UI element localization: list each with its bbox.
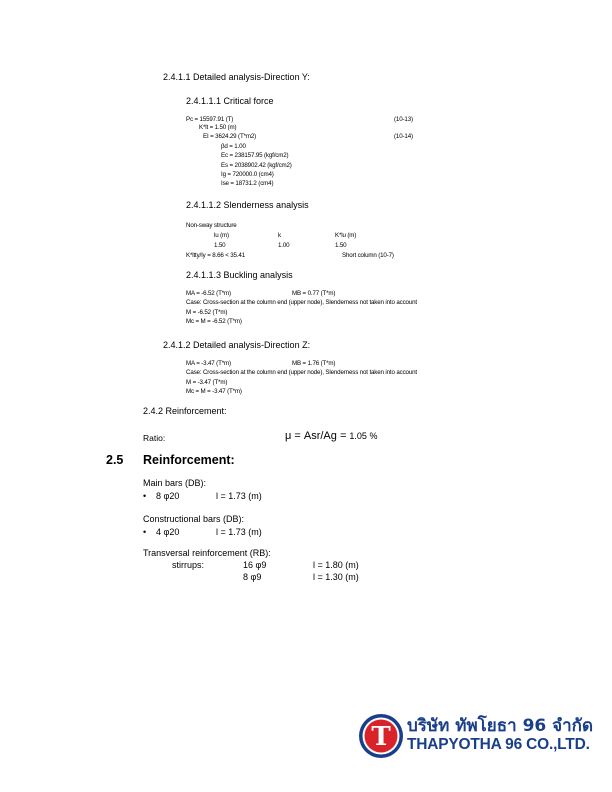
m-y-value: M = -6.52 (T*m) bbox=[186, 309, 228, 316]
stirrups-2-count: 8 φ9 bbox=[243, 572, 262, 582]
header-klu: K*lu (m) bbox=[335, 232, 357, 239]
mb-z-value: MB = 1.76 (T*m) bbox=[292, 360, 336, 367]
constructional-bars-label: Constructional bars (DB): bbox=[143, 514, 245, 524]
pc-value: Pc = 15597.91 (T) bbox=[186, 116, 234, 123]
es-value: Es = 2038902.42 (kgf/cm2) bbox=[221, 162, 292, 169]
logo-letter: T bbox=[371, 722, 391, 752]
value-klu: 1.50 bbox=[335, 242, 347, 249]
short-column-note: Short column (10-7) bbox=[342, 252, 394, 259]
value-k: 1.00 bbox=[278, 242, 290, 249]
ratio-percent: 1.05 % bbox=[349, 431, 378, 441]
heading-critical-force: 2.4.1.1.1 Critical force bbox=[186, 96, 274, 106]
heading-buckling: 2.4.1.1.3 Buckling analysis bbox=[186, 270, 293, 280]
heading-slenderness: 2.4.1.1.2 Slenderness analysis bbox=[186, 200, 309, 210]
company-name-thai: บริษัท ทัพโยธา 96 จำกัด bbox=[407, 716, 594, 736]
heading-2-4-2: 2.4.2 Reinforcement: bbox=[143, 406, 227, 416]
main-bars-length: l = 1.73 (m) bbox=[216, 491, 262, 501]
heading-2-4-1-2: 2.4.1.2 Detailed analysis-Direction Z: bbox=[163, 340, 311, 350]
equation-ref-10-13: (10-13) bbox=[394, 116, 413, 123]
company-logo bbox=[357, 712, 405, 765]
section-number-2-5: 2.5 bbox=[106, 453, 124, 467]
stirrups-2-length: l = 1.30 (m) bbox=[313, 572, 359, 582]
case-y-text: Case: Cross-section at the column end (upper node), Slenderness not taken into account bbox=[186, 299, 417, 306]
ratio-formula-text: μ = Asr/Ag = bbox=[285, 430, 350, 442]
heading-reinforcement: Reinforcement: bbox=[143, 453, 235, 467]
heading-2-4-1-1: 2.4.1.1 Detailed analysis-Direction Y: bbox=[163, 72, 310, 82]
ma-z-value: MA = -3.47 (T*m) bbox=[186, 360, 231, 367]
main-bars-label: Main bars (DB): bbox=[143, 478, 207, 488]
beta-d-value: βd = 1.00 bbox=[221, 143, 246, 150]
stirrups-label: stirrups: bbox=[172, 560, 205, 570]
main-bars-count: 8 φ20 bbox=[156, 491, 180, 501]
m-z-value: M = -3.47 (T*m) bbox=[186, 379, 228, 386]
value-lu: 1.50 bbox=[214, 242, 226, 249]
kl-value: K*lt = 1.50 (m) bbox=[199, 124, 237, 131]
constructional-bars-length: l = 1.73 (m) bbox=[216, 527, 262, 537]
ec-value: Ec = 238157.95 (kgf/cm2) bbox=[221, 152, 289, 159]
mc-z-value: Mc = M = -3.47 (T*m) bbox=[186, 388, 242, 395]
header-lu: lu (m) bbox=[214, 232, 229, 239]
header-k: k bbox=[278, 232, 281, 239]
mb-y-value: MB = 0.77 (T*m) bbox=[292, 290, 336, 297]
transversal-label: Transversal reinforcement (RB): bbox=[143, 548, 271, 558]
case-z-text: Case: Cross-section at the column end (upper node), Slenderness not taken into account bbox=[186, 369, 417, 376]
constructional-bars-count: 4 φ20 bbox=[156, 527, 180, 537]
ma-y-value: MA = -6.52 (T*m) bbox=[186, 290, 231, 297]
logo-emblem-icon bbox=[357, 712, 405, 760]
stirrups-1-count: 16 φ9 bbox=[243, 560, 267, 570]
ei-value: EI = 3624.29 (T*m2) bbox=[203, 133, 257, 140]
ratio-formula bbox=[285, 430, 377, 442]
company-name-english: THAPYOTHA 96 CO.,LTD. bbox=[407, 736, 590, 753]
ise-value: Ise = 18731.2 (cm4) bbox=[221, 180, 274, 187]
structure-type: Non-sway structure bbox=[186, 222, 237, 229]
main-bars-bullet: • bbox=[143, 491, 147, 501]
ig-value: Ig = 720000.0 (cm4) bbox=[221, 171, 274, 178]
mc-y-value: Mc = M = -6.52 (T*m) bbox=[186, 318, 242, 325]
ratio-label: Ratio: bbox=[143, 433, 166, 443]
equation-ref-10-14: (10-14) bbox=[394, 133, 413, 140]
slenderness-ratio: K*ltty/Iy = 8.66 < 35.41 bbox=[186, 252, 246, 259]
stirrups-1-length: l = 1.80 (m) bbox=[313, 560, 359, 570]
constructional-bars-bullet: • bbox=[143, 527, 147, 537]
